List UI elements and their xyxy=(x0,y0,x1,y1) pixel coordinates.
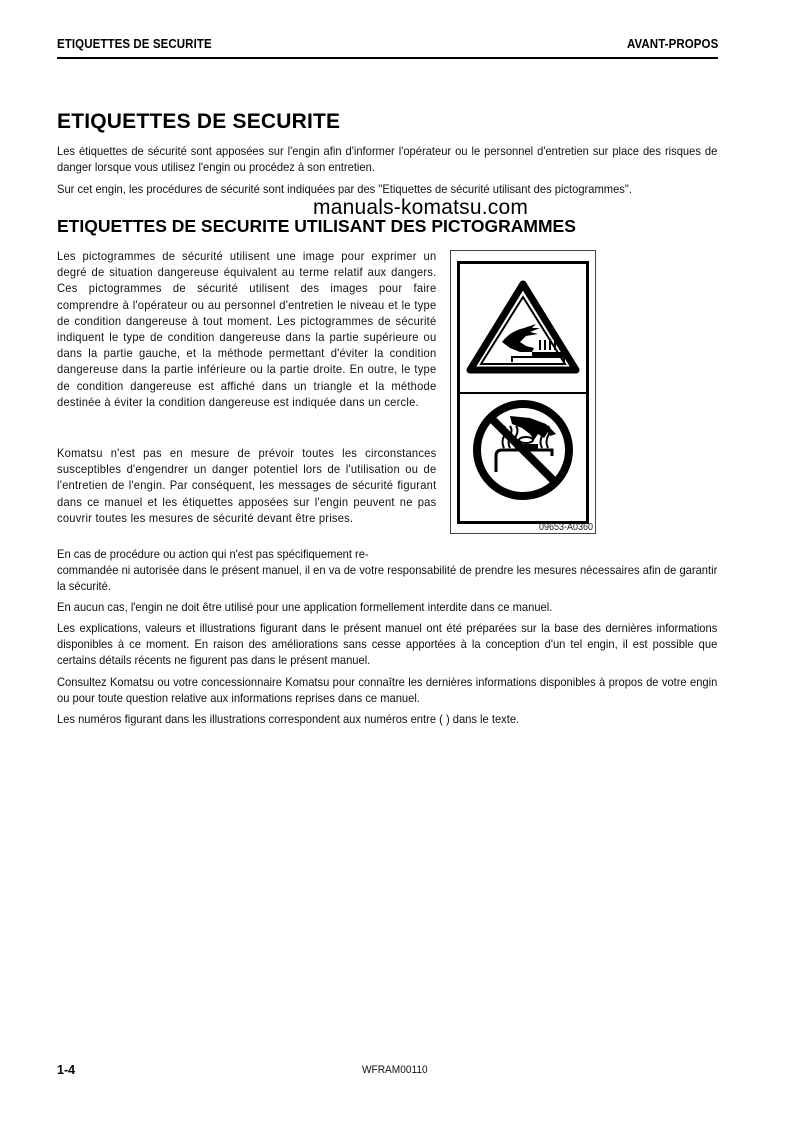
running-header-left: ETIQUETTES DE SECURITE xyxy=(57,37,212,51)
split-paragraph-first-line: En cas de procédure ou action qui n'est pas spécifiquement re- xyxy=(57,547,369,561)
page-number: 1-4 xyxy=(57,1063,76,1077)
paragraph-explanations: Les explications, valeurs et illustrations figurant dans le présent manuel ont été préparées sur la base des dernières informations disponibles à ce moment. En raison des améliorations sans cesse apportées à la conception d'un tel engin, il est possible que certains détails récents ne figurent pas dans le présent manuel. xyxy=(57,621,718,668)
split-paragraph-rest: commandée ni autorisée dans le présent manuel, il en va de votre responsabilité de prendre les mesures nécessaires afin de garantir la sécurité. xyxy=(57,563,718,594)
header-rule xyxy=(57,57,718,59)
page-title: ETIQUETTES DE SECURITE xyxy=(57,110,341,133)
section-title: ETIQUETTES DE SECURITE UTILISANT DES PICTOGRAMMES xyxy=(57,216,576,236)
hot-surface-warning-triangle-icon xyxy=(460,264,586,392)
intro-paragraph-1: Les étiquettes de sécurité sont apposées sur l'engin afin d'informer l'opérateur ou le personnel d'entretien sur place des risques de danger lorsque vous utilisez l'engin ou procédez à son entretien. xyxy=(57,144,718,175)
watermark: manuals-komatsu.com xyxy=(313,196,529,219)
figure-code: 09653-A0360 xyxy=(538,522,593,533)
intro-paragraph-2: Sur cet engin, les procédures de sécurité sont indiquées par des "Etiquettes de sécurité utilisant des pictogrammes". xyxy=(57,182,632,196)
do-not-touch-prohibition-icon xyxy=(460,394,586,521)
paragraph-consult-komatsu: Consultez Komatsu ou votre concessionnaire Komatsu pour connaître les dernières informations disponibles à propos de votre engin ou pour toute question relative aux informations reprises dans ce manuel. xyxy=(57,675,718,706)
column-paragraph-1: Les pictogrammes de sécurité utilisent une image pour exprimer un degré de situation dangereuse équivalent au terme relatif aux dangers. Ces pictogrammes de sécurité utilisent des images pour faire comprendre à l'opérateur ou au personnel d'entretien le niveau et le type de condition dangereuse à tout moment. Les pictogrammes de sécurité indiquent le type de condition dangereuse dans la partie supérieure ou dans la partie gauche, et la méthode permettant d'éviter la condition dangereuse dans la partie inférieure ou la partie droite. En outre, le type de condition dangereuse est affiché dans un triangle et la méthode destinée à éviter la condition dangereuse est indiquée dans un cercle. xyxy=(57,249,437,409)
safety-pictogram-figure xyxy=(450,250,596,534)
running-header-right: AVANT-PROPOS xyxy=(626,37,718,51)
paragraph-illustration-numbers: Les numéros figurant dans les illustrations correspondent aux numéros entre ( ) dans le texte. xyxy=(57,712,520,726)
document-code: WFRAM00110 xyxy=(362,1064,428,1076)
pictogram-frame xyxy=(457,261,589,524)
paragraph-prohibited-use: En aucun cas, l'engin ne doit être utilisé pour une application formellement interdite dans ce manuel. xyxy=(57,600,553,614)
column-paragraph-2: Komatsu n'est pas en mesure de prévoir toutes les circonstances susceptibles d'engendrer un danger potentiel lors de l'utilisation ou de l'entretien de l'engin. Par conséquent, les messages de sécurité figurant dans ce manuel et les étiquettes apposées sur l'engin peuvent ne pas couvrir toutes les mesures de sécurité devant être prises. xyxy=(57,446,437,525)
